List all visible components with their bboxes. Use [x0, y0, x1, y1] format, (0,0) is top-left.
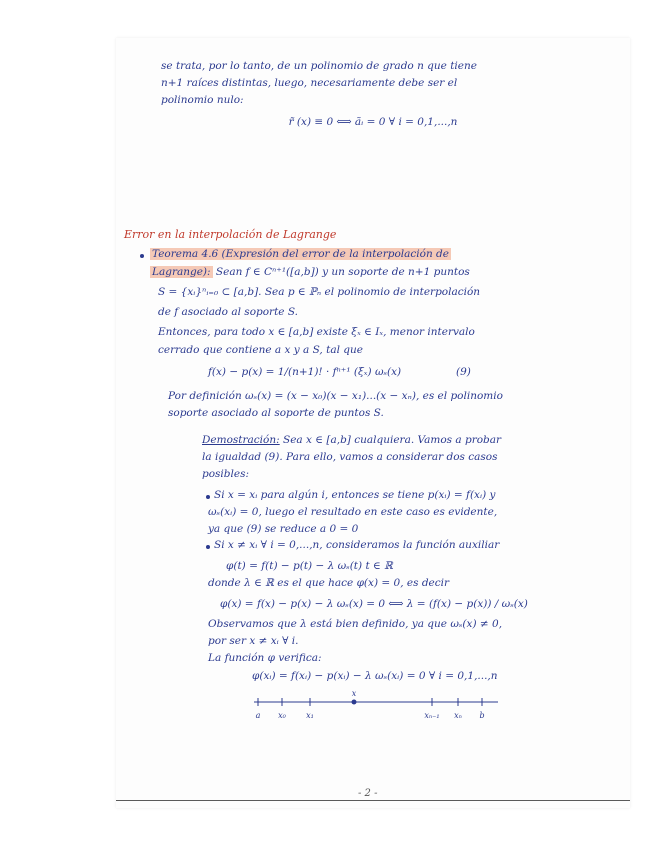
case1-line: ya que (9) se reduce a 0 = 0	[208, 523, 359, 535]
theorem-bullet	[140, 254, 144, 258]
case2-bullet	[206, 545, 210, 549]
theorem-title-line-1	[150, 248, 451, 261]
number-line-figure	[246, 690, 506, 730]
theorem-title-highlight-2: Lagrange):	[152, 266, 211, 278]
page-bottom-rule	[116, 800, 630, 801]
theorem-title-highlight: Teorema 4.6 (Expresión del error de la interpolación de	[152, 248, 449, 260]
section-heading: Error en la interpolación de Lagrange	[124, 228, 337, 241]
proof-line: posibles:	[202, 468, 250, 480]
case1-line: Si x = xᵢ para algún i, entonces se tiene p(xᵢ) = f(xᵢ) y	[214, 489, 496, 501]
number-line-label: xₙ	[454, 711, 462, 720]
case2-line: φ(x) = f(x) − p(x) − λ ωₛ(x) = 0 ⟺ λ = (f(x) − p(x)) / ωₛ(x)	[220, 598, 528, 610]
intro-formula: r̃ (x) ≡ 0 ⟺ ãᵢ = 0 ∀ i = 0,1,...,n	[288, 116, 458, 128]
theorem-title-line-2	[150, 266, 470, 279]
proof-line-1	[202, 434, 501, 447]
number-line-label: a	[255, 711, 261, 720]
error-formula-tag: (9)	[456, 366, 471, 378]
number-line-label: b	[479, 711, 485, 720]
theorem-line: Entonces, para todo x ∈ [a,b] existe ξₓ ∈ Iₓ, menor intervalo	[158, 326, 475, 338]
definition-line: soporte asociado al soporte de puntos S.	[168, 407, 384, 419]
case2-line: por ser x ≠ xᵢ ∀ i.	[208, 635, 299, 647]
theorem-line: de f asociado al soporte S.	[158, 306, 299, 318]
case2-line: donde λ ∈ ℝ es el que hace φ(x) = 0, es decir	[208, 577, 450, 589]
case2-line: La función φ verifica:	[208, 652, 322, 664]
page-number: - 2 -	[358, 788, 378, 799]
case1-line: ωₛ(xᵢ) = 0, luego el resultado en este caso es evidente,	[208, 506, 498, 518]
number-line-label: xₙ₋₁	[424, 711, 440, 720]
definition-line: Por definición ωₛ(x) = (x − x₀)(x − x₁)...(x − xₙ), es el polinomio	[168, 390, 503, 402]
number-line-label: x₁	[306, 711, 314, 720]
intro-line-1: se trata, por lo tanto, de un polinomio de grado n que tiene	[161, 60, 477, 72]
theorem-statement-start: Sean f ∈ Cⁿ⁺¹([a,b]) y un soporte de n+1 puntos	[212, 266, 470, 278]
case2-line: Si x ≠ xᵢ ∀ i = 0,...,n, consideramos la función auxiliar	[214, 539, 500, 551]
error-formula: f(x) − p(x) = 1/(n+1)! · fⁿ⁺¹ (ξₓ) ωₛ(x)	[208, 366, 402, 378]
final-formula: φ(xᵢ) = f(xᵢ) − p(xᵢ) − λ ωₛ(xᵢ) = 0 ∀ i = 0,1,...,n	[252, 670, 498, 682]
notebook-page	[116, 38, 630, 808]
case2-line: φ(t) = f(t) − p(t) − λ ωₛ(t) t ∈ ℝ	[226, 560, 393, 572]
case1-bullet	[206, 495, 210, 499]
number-line-label: x₀	[278, 711, 286, 720]
proof-line: la igualdad (9). Para ello, vamos a considerar dos casos	[202, 451, 498, 463]
intro-line-2: n+1 raíces distintas, luego, necesariamente debe ser el	[161, 77, 458, 89]
theorem-line: S = {xᵢ}ⁿᵢ₌₀ ⊂ [a,b]. Sea p ∈ ℙₙ el polinomio de interpolación	[158, 286, 481, 298]
theorem-line: cerrado que contiene a x y a S, tal que	[158, 344, 363, 356]
case2-line: Observamos que λ está bien definido, ya que ωₛ(x) ≠ 0,	[208, 618, 503, 630]
number-line-label: x	[351, 690, 357, 698]
intro-line-3: polinomio nulo:	[161, 94, 244, 106]
proof-intro: Sea x ∈ [a,b] cualquiera. Vamos a probar	[279, 434, 502, 446]
proof-label: Demostración:	[202, 434, 280, 446]
number-line-tick	[352, 700, 357, 705]
